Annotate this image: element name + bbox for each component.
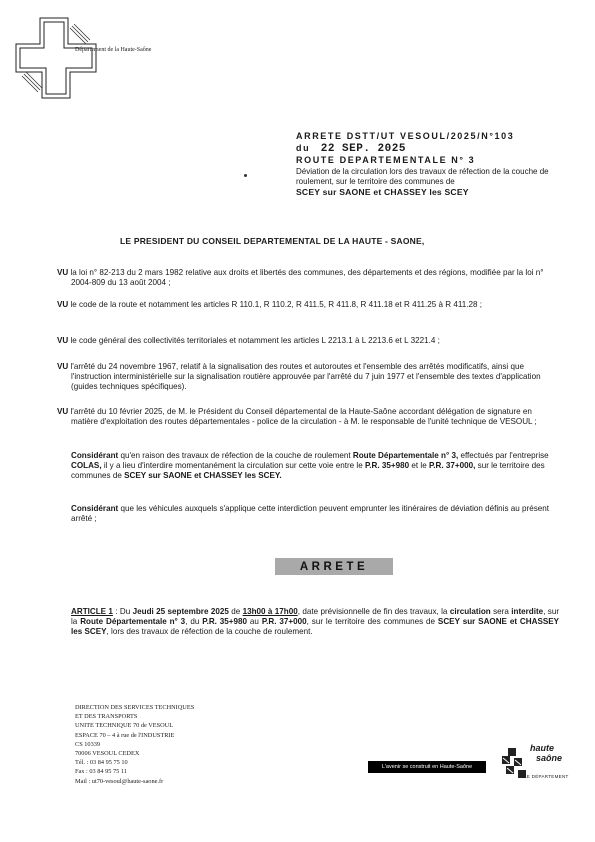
article-text: , sur le territoire des communes de bbox=[306, 617, 436, 627]
arrete-date-line bbox=[296, 143, 566, 156]
visa-text: la loi n° 82-213 du 2 mars 1982 relative aux droits et libertés des communes, des départements et des régions, modifiée par la loi n° 2004-809 du 13 août 2004 ; bbox=[70, 268, 544, 288]
arrete-subject: Déviation de la circulation lors des travaux de réfection de la couche de roulement, sur le territoire des communes de bbox=[296, 166, 549, 186]
visa-lead: VU bbox=[57, 268, 69, 277]
article-pr-end: P.R. 37+000 bbox=[261, 617, 307, 627]
address-line: Tél. : 03 84 95 75 10 bbox=[75, 759, 128, 767]
article-text: , sur la bbox=[71, 607, 560, 627]
considerant-lead: Considérant bbox=[71, 504, 119, 513]
visa-lead: VU bbox=[57, 407, 69, 416]
visa-1 bbox=[57, 268, 559, 288]
considerant-text: et le bbox=[411, 461, 427, 471]
visa-text: le code général des collectivités territoriales et notamment les articles L 2213.1 à L 2213.6 et L 3221.4 ; bbox=[70, 336, 440, 345]
article-text: , lors des travaux de réfection de la couche de roulement. bbox=[106, 627, 313, 637]
department-logo bbox=[10, 14, 102, 106]
visa-text: le code de la route et notamment les articles R 110.1, R 110.2, R 411.5, R 411.8, R 411.18 et R 411.25 à R 411.28 ; bbox=[70, 300, 483, 309]
visa-3 bbox=[57, 336, 559, 346]
slogan-band: L'avenir se construit en Haute-Saône bbox=[368, 761, 486, 773]
article-text: : Du bbox=[115, 607, 131, 616]
address-line: 70006 VESOUL CEDEX bbox=[75, 750, 140, 758]
article-label: ARTICLE 1 bbox=[71, 607, 113, 616]
date-stamp: 22 SEP. 2025 bbox=[320, 142, 406, 155]
email-link[interactable]: Mail : ut70-vesoul@haute-saone.fr bbox=[75, 777, 164, 785]
article-text: , du bbox=[185, 617, 200, 627]
visa-lead: VU bbox=[57, 336, 69, 345]
address-line: Fax : 03 84 95 75 11 bbox=[75, 768, 127, 776]
article-bold: interdite bbox=[511, 607, 544, 616]
address-line: UNITE TECHNIQUE 70 de VESOUL bbox=[75, 722, 174, 730]
route-ref: Route Départementale n° 3, bbox=[352, 451, 459, 460]
article-hours: 13h00 à 17h00 bbox=[242, 607, 298, 616]
address-line: CS 10339 bbox=[75, 740, 101, 748]
logo-word-haute: haute bbox=[530, 743, 555, 753]
considerant-text: effectués par l'entreprise bbox=[460, 451, 549, 460]
ink-mark bbox=[244, 174, 247, 177]
contractor-name: COLAS, bbox=[71, 461, 102, 471]
logo-word-saone: saône bbox=[536, 753, 563, 763]
article-bold: circulation bbox=[449, 607, 491, 616]
visa-5 bbox=[57, 407, 559, 427]
haute-saone-logo bbox=[500, 744, 582, 784]
article-communes: SCEY sur SAONE et CHASSEY les SCEY bbox=[71, 617, 560, 637]
considerant-2 bbox=[71, 504, 559, 524]
visa-lead: VU bbox=[57, 300, 69, 309]
visa-2 bbox=[57, 300, 559, 310]
pr-start: P.R. 35+980 bbox=[364, 461, 410, 471]
visa-4 bbox=[57, 362, 559, 393]
considerant-lead: Considérant bbox=[71, 451, 119, 460]
considerant-text: qu'en raison des travaux de réfection de la couche de roulement bbox=[120, 451, 351, 460]
address-line: ESPACE 70 – 4 à rue de l'INDUSTRIE bbox=[75, 731, 175, 739]
address-line: DIRECTION DES SERVICES TECHNIQUES bbox=[75, 704, 195, 711]
article-text: de bbox=[231, 607, 241, 616]
communes-ref: SCEY sur SAONE et CHASSEY les SCEY. bbox=[124, 471, 282, 481]
visa-text: l'arrêté du 24 novembre 1967, relatif à la signalisation des routes et autoroutes et l'ensemble des arrêtés modificatifs, ainsi que l'instruction interministérielle sur la signalisation routière approuvée par l'arrêté du 7 juin 1977 et l'ensemble des textes d'application (guides techniques spécifiques). bbox=[70, 362, 541, 392]
department-name: Département de la Haute-Saône bbox=[75, 47, 152, 53]
arrete-number: ARRETE DSTT/UT VESOUL/2025/N°103 bbox=[296, 131, 515, 141]
route-title: ROUTE DEPARTEMENTALE N° 3 bbox=[296, 155, 476, 165]
article-route: Route Départementale n° 3 bbox=[80, 617, 186, 627]
considerant-text: il y a lieu d'interdire momentanément la circulation sur cette voie entre le bbox=[103, 461, 363, 471]
considerant-text: sur le territoire des communes de bbox=[71, 461, 545, 481]
considerant-1 bbox=[71, 451, 559, 482]
article-text: sera bbox=[493, 607, 509, 616]
address-line: ET DES TRANSPORTS bbox=[75, 713, 138, 721]
date-prefix: du bbox=[296, 142, 311, 153]
article-text: , date prévisionnelle de fin des travaux, la bbox=[297, 607, 448, 616]
considerant-text: que les véhicules auxquels s'applique cette interdiction peuvent emprunter les itinéraires de déviation définis au présent arrêté ; bbox=[71, 504, 550, 524]
logo-caption: LE DÉPARTEMENT bbox=[524, 774, 569, 779]
visa-lead: VU bbox=[57, 362, 69, 371]
visa-text: l'arrêté du 10 février 2025, de M. le Président du Conseil départemental de la Haute-Saône accordant délégation de signature en matière d'exploitation des routes départementales - police de la circulation - à M. le responsable de l'unité technique de VESOUL ; bbox=[70, 407, 537, 427]
president-heading: LE PRESIDENT DU CONSEIL DEPARTEMENTAL DE LA HAUTE - SAONE, bbox=[120, 236, 425, 246]
article-date: Jeudi 25 septembre 2025 bbox=[132, 607, 229, 616]
article-pr-start: P.R. 35+980 bbox=[202, 617, 248, 627]
pr-end: P.R. 37+000, bbox=[428, 461, 476, 471]
article-text: au bbox=[249, 617, 259, 627]
article-1 bbox=[71, 607, 559, 638]
arrete-reference bbox=[296, 131, 566, 198]
arrete-communes: SCEY sur SAONE et CHASSEY les SCEY bbox=[296, 186, 469, 197]
arrete-heading: ARRETE bbox=[275, 558, 393, 575]
footer-address bbox=[75, 703, 194, 786]
